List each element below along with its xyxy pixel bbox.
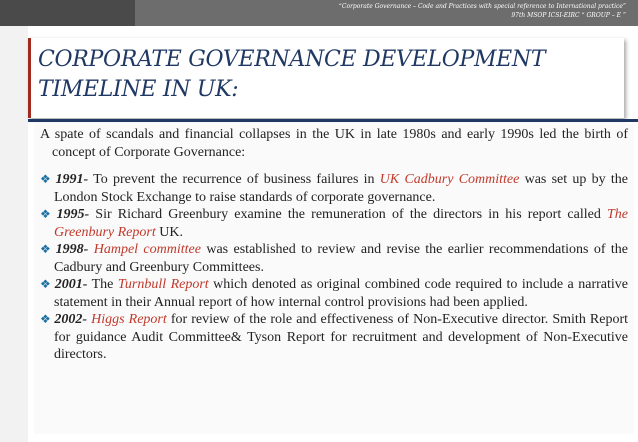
timeline-highlight: Higgs Report — [91, 312, 167, 327]
timeline-list — [34, 171, 634, 364]
timeline-year: 1991- — [55, 172, 89, 187]
timeline-year: 2001- — [54, 277, 88, 292]
left-rail — [0, 26, 28, 442]
header-note — [339, 3, 626, 20]
timeline-text-before: To prevent the recurrence of business failures in — [88, 172, 380, 187]
top-band — [0, 0, 638, 26]
timeline-highlight: The Greenbury Report — [54, 207, 628, 240]
top-band-accent — [0, 0, 135, 26]
timeline-item — [34, 241, 634, 276]
timeline-year: 1998- — [55, 242, 89, 257]
timeline-text-after: which denoted as original combined code required to include a narrative statement in their Annual report of how internal control provisions had been applied. — [54, 277, 628, 310]
title-separator — [28, 119, 638, 122]
header-note-line2: 97th MSOP ICSI-EIRC “ GROUP – E ” — [511, 11, 626, 19]
four-diamond-bullet-icon: ❖ — [40, 207, 54, 221]
four-diamond-bullet-icon: ❖ — [40, 172, 53, 186]
timeline-item — [34, 311, 634, 364]
slide-title-line1: CORPORATE GOVERNANCE DEVELOPMENT — [38, 47, 546, 72]
timeline-highlight: UK Cadbury Committee — [379, 172, 520, 187]
timeline-item — [34, 206, 634, 241]
timeline-year: 1995- — [56, 207, 90, 222]
timeline-text-after: was set up by the London Stock Exchange to raise standards of corporate governance. — [54, 172, 628, 205]
four-diamond-bullet-icon: ❖ — [40, 312, 52, 326]
timeline-year: 2002- — [54, 312, 88, 327]
timeline-highlight: Hampel committee — [93, 242, 201, 257]
slide-title — [38, 45, 618, 105]
timeline-text-before: The — [87, 277, 118, 292]
timeline-text-before: Sir Richard Greenbury examine the remuneration of the directors in his report called — [89, 207, 607, 222]
slide-content — [34, 124, 634, 434]
timeline-highlight: Turnbull Report — [117, 277, 209, 292]
timeline-text-after: was established to review and revise the earlier recommendations of the Cadbury and Greenbury Committees. — [54, 242, 628, 275]
slide-title-line2: TIMELINE IN UK: — [38, 77, 239, 102]
four-diamond-bullet-icon: ❖ — [40, 242, 53, 256]
four-diamond-bullet-icon: ❖ — [40, 277, 52, 291]
timeline-text-after: UK. — [155, 224, 183, 240]
timeline-item — [34, 171, 634, 206]
timeline-item — [34, 276, 634, 311]
header-note-line1: “Corporate Governance – Code and Practices with special reference to International practice” — [338, 3, 626, 10]
intro-paragraph: A spate of scandals and financial collapses in the UK in late 1980s and early 1990s led the birth of concept of Corporate Governance: — [40, 127, 628, 160]
timeline-text-after: for review of the role and effectiveness of Non-Executive director. Smith Report for guidance Audit Committee& Tyson Report for recruitment and development of Non-Executive directors. — [54, 312, 629, 362]
